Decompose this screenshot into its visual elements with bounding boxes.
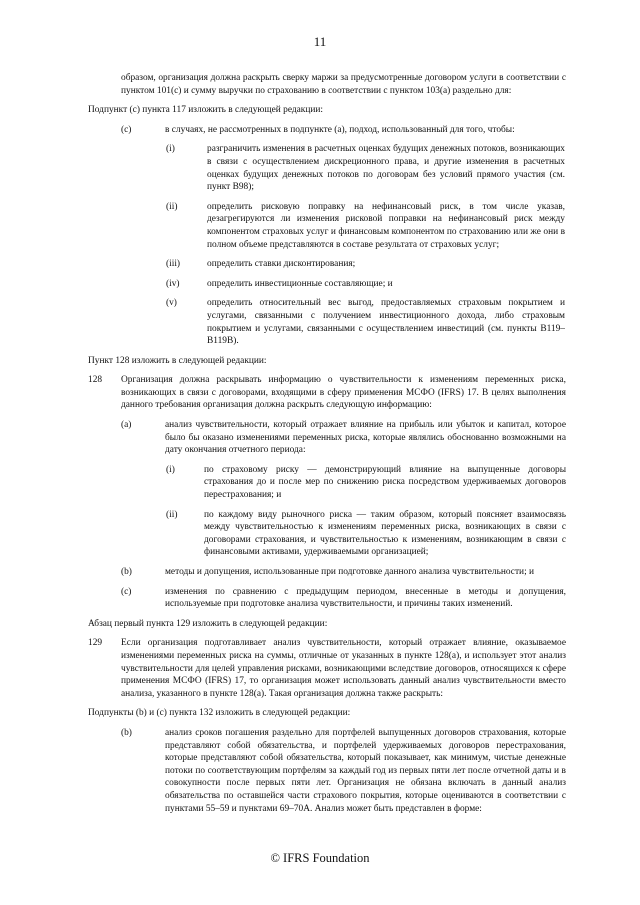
list-item-label: (iv) — [166, 278, 180, 289]
list-item-text: определить рисковую поправку на нефинансовый риск, в том числе указав, дезагрегируются ли изменения рисковой поправки на нефинансовый риск между компонентом страховых услуг и финансовым компонентом по страхованию или же они в полном объеме представляются в составе результата от страховых услуг; — [207, 201, 565, 250]
subparagraph-text: анализ сроков погашения раздельно для портфелей выпущенных договоров страхования, которые представляют собой обязательства, и портфелей удерживаемых договоров перестрахования, которые представляют собой обязательства, который показывает, как минимум, чистые денежные потоки по соответствующим портфелям за каждый год из первых пяти лет после отчетной даты и в совокупности после первых пяти лет. Организация не обязана включать в данный анализ обязательства по оставшейся части страхового покрытия, которые оцениваются в соответствии с пунктами 55–59 и пунктами 69–70A. Анализ может быть представлен в форме: — [165, 727, 566, 814]
subparagraph-text: в случаях, не рассмотренных в подпункте (a), подход, использованный для того, чтобы: — [165, 124, 515, 135]
continued-paragraph: образом, организация должна раскрыть сверку маржи за предусмотренные договором услуги в соответствии с пунктом 101(c) и сумму выручки по страхованию в соответствии с пунктом 103(a) раздельно для: — [121, 73, 566, 96]
list-item-label: (ii) — [166, 509, 178, 520]
list-item — [0, 143, 640, 193]
list-item — [0, 509, 640, 559]
subparagraph-label: (b) — [121, 567, 132, 577]
paragraph-128 — [0, 374, 640, 412]
subparagraph-128b — [0, 566, 640, 579]
paragraph-number: 128 — [88, 375, 103, 386]
list-item-text: определить ставки дисконтирования; — [207, 259, 356, 270]
subparagraph-label: (b) — [121, 727, 132, 738]
subparagraph-128a — [0, 419, 640, 457]
list-item-text: определить относительный вес выгод, предоставляемых страховым покрытием и услугами, связанными с получением инвестиционного дохода, либо страховым покрытием и услугами, связанными с осуществлением инвестиций (см. пункты B119–B119B). — [207, 298, 565, 347]
list-item-label: (i) — [166, 144, 175, 155]
list-item-label: (i) — [166, 464, 175, 475]
list-item-text: по страховому риску — демонстрирующий влияние на выпущенные договоры страхования до и после мер по снижению риска посредством удерживаемых договоров перестрахования; и — [204, 464, 566, 501]
subparagraph-117c — [0, 124, 640, 137]
subparagraph-label: (c) — [121, 124, 132, 135]
paragraph-129 — [0, 637, 640, 700]
paragraph-text: Организация должна раскрывать информацию о чувствительности к изменениям переменных риска, возникающих в связи с договорами, входящими в сферу применения МСФО (IFRS) 17. В целях выполнения данного требования организация должна раскрыть следующую информацию: — [121, 375, 566, 411]
list-item-text: разграничить изменения в расчетных оценках будущих денежных потоков, возникающих в связи с осуществлением дискреционного права, и другие изменения в расчетных оценках будущих денежных потоков по договорам без условий прямого участия (см. пункт B98); — [207, 144, 565, 193]
list-item-label: (iii) — [166, 259, 181, 270]
subparagraph-label: (c) — [121, 586, 132, 597]
instruction-132: Подпункты (b) и (c) пункта 132 изложить в следующей редакции: — [88, 708, 351, 719]
list-item — [0, 464, 640, 502]
list-item — [0, 278, 640, 291]
page-number: 11 — [313, 34, 327, 49]
list-item-label: (v) — [166, 298, 177, 309]
list-item — [0, 297, 640, 347]
list-item — [0, 201, 640, 251]
list-item-text: определить инвестиционные составляющие; и — [207, 278, 393, 289]
copyright-footer: © IFRS Foundation — [270, 851, 370, 865]
document-body — [0, 72, 640, 822]
subparagraph-label: (a) — [121, 420, 132, 431]
subparagraph-text: методы и допущения, использованные при подготовке данного анализа чувствительности; и — [165, 567, 535, 577]
subparagraph-text: изменения по сравнению с предыдущим периодом, внесенные в методы и допущения, используемые при подготовке анализа чувствительности, и причины таких изменений. — [165, 586, 566, 610]
subparagraph-text: анализ чувствительности, который отражает влияние на прибыль или убыток и капитал, которое было бы оказано изменениями переменных риска, которые являлись обоснованно возможными на дату окончания отчетного периода: — [165, 420, 566, 456]
list-item — [0, 258, 640, 271]
paragraph-number: 129 — [88, 638, 103, 649]
list-item-text: по каждому виду рыночного риска — таким образом, который поясняет взаимосвязь между чувствительностью к изменениям переменных риска, возникающих в связи с договорами страхования, и чувствительностью к изменениям, возникающим в связи с финансовыми активами, удерживаемыми организацией; — [204, 509, 566, 558]
subparagraph-132b — [0, 727, 640, 815]
instruction-117: Подпункт (c) пункта 117 изложить в следующей редакции: — [88, 105, 324, 116]
instruction-129: Абзац первый пункта 129 изложить в следующей редакции: — [88, 618, 328, 629]
list-item-label: (ii) — [166, 201, 178, 212]
paragraph-text: Если организация подготавливает анализ чувствительности, который отражает влияние, оказываемое изменениями переменных риска на суммы, отличные от указанных в пункте 128(a), и использует этот анализ чувствительности для целей управления рисками, возникающими вследствие договоров, относящихся к сфере применения МСФО (IFRS) 17, то организация может использовать данный анализ чувствительности вместо анализа, указанного в пункте 128(a). Такая организация должна также раскрыть: — [121, 638, 566, 699]
instruction-128: Пункт 128 изложить в следующей редакции: — [88, 355, 267, 366]
subparagraph-128c — [0, 586, 640, 611]
